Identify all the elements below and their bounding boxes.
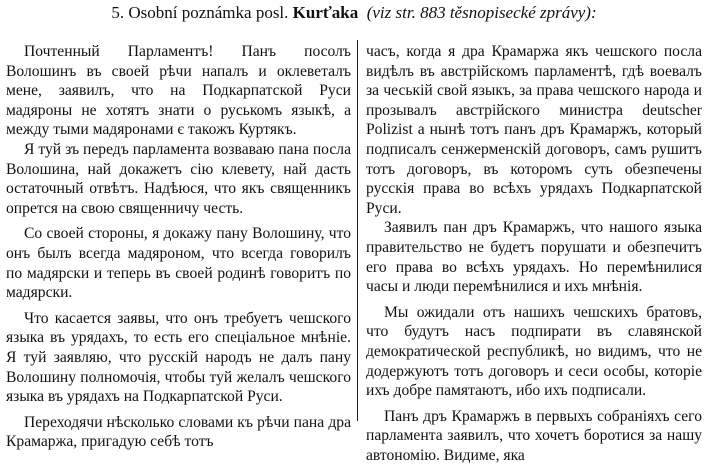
paragraph: Я туй зъ передъ парламента возваваю пана посла Волошина, най докажетъ сію клевету, най дасть остаточный отвѣтъ. Надѣюся, что якъ священникъ опрется на свою священничу честь. [6, 140, 351, 217]
paragraph: часъ, когда я дра Крамаржа якъ чешского посла видѣлъ въ австрійскомъ парламентѣ, гдѣ воевалъ за чеській свой языкъ, за права чешского народа и прозывалъ австрійского министра deutscher Polizist а нынѣ тотъ панъ дръ Крамаржъ, который подписалъ сенжерменскій договоръ, самъ рушитъ тотъ договоръ, въ которомъ суть обезпечены русскія права во всѣхъ урядахъ Подкарпатской Руси. [366, 43, 702, 217]
section-number: 5. [111, 3, 125, 22]
paragraph: Переходячи нѣсколько словами къ рѣчи пана дра Крамаржа, пригадую себѣ тотъ [6, 413, 351, 451]
paragraph: Панъ дръ Крамаржъ в первыхъ собраніяхъ сего парламента заявилъ, что хочетъ боротися за нашу автономію. Видиме, яка [366, 407, 702, 464]
column-divider [357, 40, 358, 421]
paragraph: Мы ожидали отъ нашихъ чешскихъ братовъ, что будутъ насъ подпирати въ славянской демократической республикѣ, но видимъ, что не додержуютъ тотъ договоръ и сеси особы, которіе ихъ добре памятаютъ, ибо ихъ подписали. [366, 303, 702, 400]
speaker-name: Kurťaka [292, 3, 359, 22]
paragraph: Что касается заявы, что онъ требуетъ чешского языка въ урядахъ, то есть его спеціальное мнѣніе. Я туй заявляю, что русскій народъ не далъ пану Волошину полномочія, чтобы туй желалъ чешского языка въ урядахъ на Подкарпатской Руси. [6, 309, 351, 406]
paragraph: Со своей стороны, я докажу пану Волошину, что онъ былъ всегда мадяроном, что всегда говорилъ по мадярски и теперь въ своей родинѣ говоритъ по мадярски. [6, 225, 351, 302]
right-column [366, 42, 702, 464]
section-heading [0, 3, 708, 23]
paragraph: Заявилъ пан дръ Крамаржъ, что нашого языка правительство не будетъ порушати и обезпечитъ его права во всѣхъ урядахъ. Но перемѣнилися часы и люди перемѣнилися и ихъ мнѣнія. [366, 219, 702, 296]
transcript-reference: (viz str. 883 těsnopisecké zprávy): [366, 3, 597, 22]
section-label: Osobní poznámka posl. [128, 3, 289, 22]
paragraph: Почтенный Парламентъ! Панъ посолъ Волошинъ въ своей рѣчи напалъ и оклеветалъ мене, заявилъ, что на Подкарпатской Руси мадяроны не хотятъ знати о руськомъ языкѣ, а между тыми мадяронами є такожъ Куртякъ. [6, 43, 351, 139]
left-column [6, 42, 351, 451]
